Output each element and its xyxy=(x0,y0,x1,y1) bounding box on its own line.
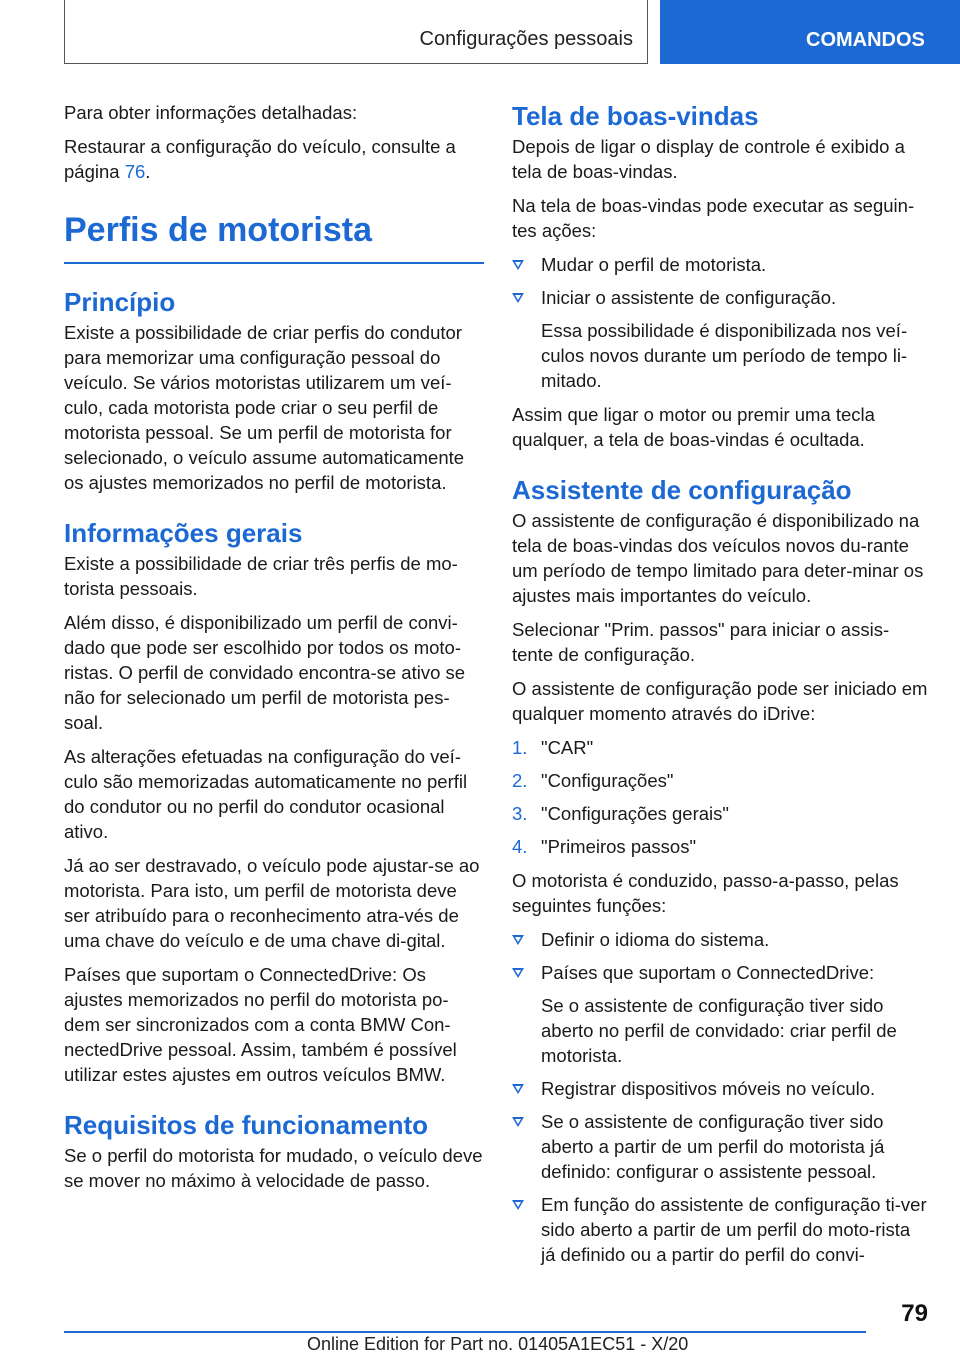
bullet-text: Definir o idioma do sistema. xyxy=(541,929,770,950)
triangle-bullet-icon xyxy=(512,1084,524,1094)
requisitos-paragraph: Se o perfil do motorista for mudado, o veículo deve se mover no máximo à velocidade de passo. xyxy=(64,1145,483,1191)
footer-divider xyxy=(64,1331,866,1333)
bullet-subtext: Se o assistente de configuração tiver sido aberto no perfil de convidado: criar perfil de motorista. xyxy=(541,995,897,1066)
step-text: "CAR" xyxy=(541,737,594,758)
step-text: "Primeiros passos" xyxy=(541,836,697,857)
step-number: 4. xyxy=(512,836,528,857)
gerais-paragraph-4: Já ao ser destravado, o veículo pode ajustar-se ao motorista. Para isto, um perfil de motorista deve ser atribuído para o reconhecimento atra-vés de uma chave do veículo e de uma chave di-gital. xyxy=(64,855,480,951)
list-item xyxy=(512,1109,928,1184)
assistente-paragraph-3: O assistente de configuração pode ser iniciado em qualquer momento através do iDrive: xyxy=(512,678,928,724)
bullet-text: Iniciar o assistente de configuração. xyxy=(541,287,837,308)
section-heading-principio: Princípio xyxy=(64,287,176,317)
triangle-bullet-icon xyxy=(512,260,524,270)
assistente-paragraph-1: O assistente de configuração é disponibilizado na tela de boas-vindas dos veículos novos du-rante um período de tempo limitado para deter-minar os ajustes mais importantes do veículo. xyxy=(512,510,924,606)
list-item xyxy=(512,834,928,859)
bullet-text: Se o assistente de configuração tiver sido aberto a partir de um perfil do motorista já definido: configurar o assistente pessoal. xyxy=(541,1111,885,1182)
assistente-paragraph-2: Selecionar "Prim. passos" para iniciar o assis-tente de configuração. xyxy=(512,619,890,665)
list-item xyxy=(512,285,928,393)
list-item xyxy=(512,735,928,760)
intro-reference-text: Restaurar a configuração do veículo, consulte a página xyxy=(64,136,456,182)
list-item xyxy=(512,927,928,952)
section-heading-tela: Tela de boas-vindas xyxy=(512,101,759,131)
gerais-paragraph-5: Países que suportam o ConnectedDrive: Os ajustes memorizados no perfil do motorista po-dem ser sincronizados com a conta BMW Con-nectedDrive pessoal. Assim, também é possível utilizar estes ajustes em outros veículos BMW. xyxy=(64,964,457,1085)
chapter-tab[interactable]: COMANDOS xyxy=(660,0,960,64)
list-item xyxy=(512,1076,928,1101)
right-column xyxy=(512,100,928,1276)
section-heading-assistente: Assistente de configuração xyxy=(512,475,852,505)
bullet-text: Mudar o perfil de motorista. xyxy=(541,254,767,275)
tela-bullet-list xyxy=(512,252,928,393)
chapter-heading: Perfis de motorista xyxy=(64,210,484,264)
list-item xyxy=(512,768,928,793)
left-column xyxy=(64,100,484,1202)
intro-reference-end: . xyxy=(145,161,151,182)
tela-paragraph-3: Assim que ligar o motor ou premir uma tecla qualquer, a tela de boas-vindas é ocultada. xyxy=(512,404,875,450)
step-number: 2. xyxy=(512,770,528,791)
functions-bullet-list xyxy=(512,927,928,1267)
bullet-text: Em função do assistente de configuração ti-ver sido aberto a partir de um perfil do moto-rista já definido ou a partir do perfil do convi- xyxy=(541,1194,927,1265)
gerais-paragraph-3: As alterações efetuadas na configuração do veí-culo são memorizadas automaticamente no perfil do condutor ou no perfil do condutor ocasional ativo. xyxy=(64,746,468,842)
section-heading-requisitos: Requisitos de funcionamento xyxy=(64,1110,429,1140)
section-heading-gerais: Informações gerais xyxy=(64,518,303,548)
bullet-text: Países que suportam o ConnectedDrive: xyxy=(541,962,875,983)
triangle-bullet-icon xyxy=(512,1117,524,1127)
list-item xyxy=(512,801,928,826)
list-item xyxy=(512,252,928,277)
triangle-bullet-icon xyxy=(512,935,524,945)
step-text: "Configurações" xyxy=(541,770,674,791)
bullet-text: Registrar dispositivos móveis no veículo. xyxy=(541,1078,876,1099)
step-number: 1. xyxy=(512,737,528,758)
triangle-bullet-icon xyxy=(512,1200,524,1210)
header-frame xyxy=(64,0,648,64)
step-text: "Configurações gerais" xyxy=(541,803,729,824)
list-item xyxy=(512,960,928,1068)
page-link[interactable]: 76 xyxy=(124,161,146,182)
steps-list xyxy=(512,735,928,859)
gerais-paragraph-1: Existe a possibilidade de criar três perfis de mo-torista pessoais. xyxy=(64,553,458,599)
step-number: 3. xyxy=(512,803,528,824)
list-item xyxy=(512,1192,928,1267)
assistente-paragraph-4: O motorista é conduzido, passo-a-passo, pelas seguintes funções: xyxy=(512,870,899,916)
triangle-bullet-icon xyxy=(512,293,524,303)
intro-reference-paragraph xyxy=(64,134,484,184)
tela-paragraph-2: Na tela de boas-vindas pode executar as seguin-tes ações: xyxy=(512,195,915,241)
bullet-subtext: Essa possibilidade é disponibilizada nos veí-culos novos durante um período de tempo li-mitado. xyxy=(541,320,908,391)
gerais-paragraph-2: Além disso, é disponibilizado um perfil de convi-dado que pode ser escolhido por todos os moto-ristas. O perfil de convidado encontra-se ativo se não for selecionado um perfil de motorista pes-soal. xyxy=(64,612,466,733)
principio-paragraph: Existe a possibilidade de criar perfis do condutor para memorizar uma configuração pessoal do veículo. Se vários motoristas utilizarem um veí-culo, cada motorista pode criar o seu perfil de motorista pessoal. Se um perfil de motorista for selecionado, o veículo assume automaticamente os ajustes memorizados no perfil de motorista. xyxy=(64,322,465,493)
tela-paragraph-1: Depois de ligar o display de controle é exibido a tela de boas-vindas. xyxy=(512,136,905,182)
intro-paragraph: Para obter informações detalhadas: xyxy=(64,102,358,123)
section-title: Configurações pessoais xyxy=(419,28,633,50)
triangle-bullet-icon xyxy=(512,968,524,978)
page-number: 79 xyxy=(901,1300,928,1327)
edition-footer: Online Edition for Part no. 01405A1EC51 - X/20 xyxy=(307,1334,689,1354)
